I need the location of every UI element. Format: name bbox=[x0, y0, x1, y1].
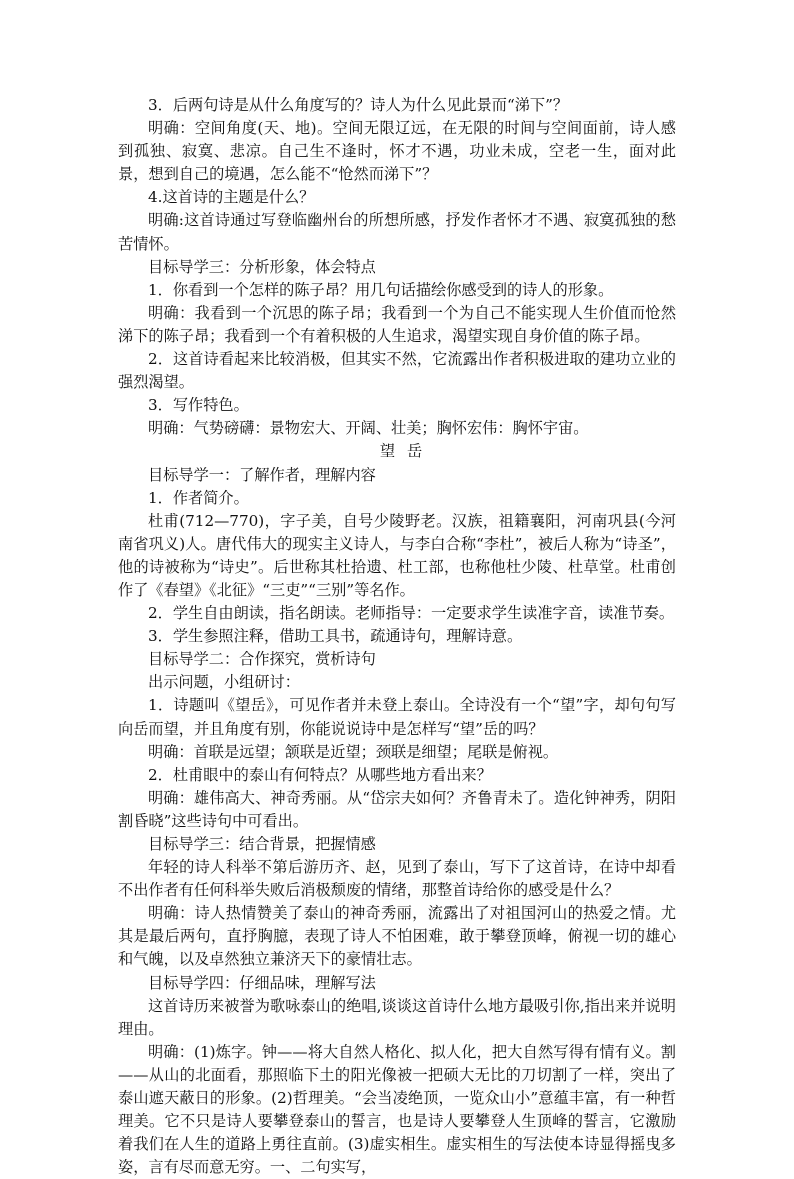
section-heading: 目标导学二：合作探究，赏析诗句 bbox=[148, 650, 376, 669]
paragraph: 4.这首诗的主题是什么？ bbox=[148, 188, 315, 207]
section-heading: 目标导学一：了解作者，理解内容 bbox=[148, 465, 376, 484]
paragraph: 明确：我看到一个沉思的陈子昂；我看到一个为自己不能实现人生价值而怆然涕下的陈子昂；我看到一个有着积极的人生追求，渴望实现自身价值的陈子昂。 bbox=[118, 303, 676, 345]
paragraph: 明确:这首诗通过写登临幽州台的所想所感，抒发作者怀才不遇、寂寞孤独的愁苦情怀。 bbox=[118, 211, 676, 253]
paragraph: 2．这首诗看起来比较消极，但其实不然，它流露出作者积极进取的建功立业的强烈渴望。 bbox=[118, 350, 676, 392]
paragraph: 年轻的诗人科举不第后游历齐、赵，见到了泰山，写下了这首诗，在诗中却看不出作者有任何科举失败后消极颓废的情绪，那整首诗给你的感受是什么？ bbox=[118, 858, 676, 900]
paragraph: 2．学生自由朗读，指名朗读。老师指导：一定要求学生读准字音，读准节奏。 bbox=[148, 604, 675, 623]
paragraph: 杜甫(712—770)，字子美，自号少陵野老。汉族，祖籍襄阳，河南巩县(今河南省巩义)人。唐代伟大的现实主义诗人，与李白合称“李杜”，被后人称为“诗圣”，他的诗被称为“诗史”。后世称其杜拾遗、杜工部，也称他杜少陵、杜草堂。杜甫创作了《春望》《北征》“三吏”“三别”等名作。 bbox=[118, 511, 676, 599]
paragraph: 明确：(1)炼字。钟——将大自然人格化、拟人化，把大自然写得有情有义。割——从山的北面看，那照临下土的阳光像被一把硕大无比的刀切割了一样，突出了泰山遮天蔽日的形象。(2)哲理美。“会当凌绝顶，一览众山小”意蕴丰富，有一种哲理美。它不只是诗人要攀登泰山的誓言，也是诗人要攀登人生顶峰的誓言，它激励着我们在人生的道路上勇往直前。(3)虚实相生。虚实相生的写法使本诗显得摇曳多姿，言有尽而意无穷。一、二句实写， bbox=[118, 1042, 676, 1177]
section-heading: 目标导学四：仔细品味，理解写法 bbox=[148, 973, 376, 992]
paragraph: 明确：诗人热情赞美了泰山的神奇秀丽，流露出了对祖国河山的热爱之情。尤其是最后两句，直抒胸臆，表现了诗人不怕困难，敢于攀登顶峰，俯视一切的雄心和气魄，以及卓然独立兼济天下的豪情壮志。 bbox=[118, 904, 676, 969]
paragraph: 明确：雄伟高大、神奇秀丽。从“岱宗夫如何？齐鲁青未了。造化钟神秀，阴阳割昏晓”这些诗句中可看出。 bbox=[118, 788, 676, 830]
paragraph: 明确：气势磅礴：景物宏大、开阔、壮美；胸怀宏伟：胸怀宇宙。 bbox=[148, 419, 589, 438]
poem-title: 望岳 bbox=[379, 442, 435, 461]
paragraph: 出示问题，小组研讨： bbox=[148, 673, 300, 692]
section-heading: 目标导学三：分析形象，体会特点 bbox=[148, 257, 376, 276]
paragraph: 明确：首联是远望；颔联是近望；颈联是细望；尾联是俯视。 bbox=[148, 742, 559, 761]
paragraph: 2．杜甫眼中的泰山有何特点？从哪些地方看出来？ bbox=[148, 765, 492, 784]
paragraph: 这首诗历来被誉为歌咏泰山的绝唱,谈谈这首诗什么地方最吸引你,指出来并说明理由。 bbox=[118, 996, 676, 1038]
document-body bbox=[118, 94, 676, 1179]
paragraph: 明确：空间角度(天、地)。空间无限辽远，在无限的时间与空间面前，诗人感到孤独、寂寞、悲凉。自己生不逢时，怀才不遇，功业未成，空老一生，面对此景，想到自己的境遇，怎么能不“怆然而涕下”？ bbox=[118, 119, 676, 184]
paragraph: 1．诗题叫《望岳》，可见作者并未登上泰山。全诗没有一个“望”字，却句句写向岳而望，并且角度有别，你能说说诗中是怎样写“望”岳的吗？ bbox=[118, 696, 676, 738]
paragraph: 1．你看到一个怎样的陈子昂？用几句话描绘你感受到的诗人的形象。 bbox=[148, 280, 614, 299]
section-heading: 目标导学三：结合背景，把握情感 bbox=[148, 835, 376, 853]
paragraph: 3．写作特色。 bbox=[148, 396, 249, 415]
paragraph: 3．学生参照注释，借助工具书，疏通诗句，理解诗意。 bbox=[148, 627, 523, 646]
paragraph: 3．后两句诗是从什么角度写的？诗人为什么见此景而“涕下”？ bbox=[148, 96, 569, 114]
paragraph: 1．作者简介。 bbox=[148, 488, 249, 507]
